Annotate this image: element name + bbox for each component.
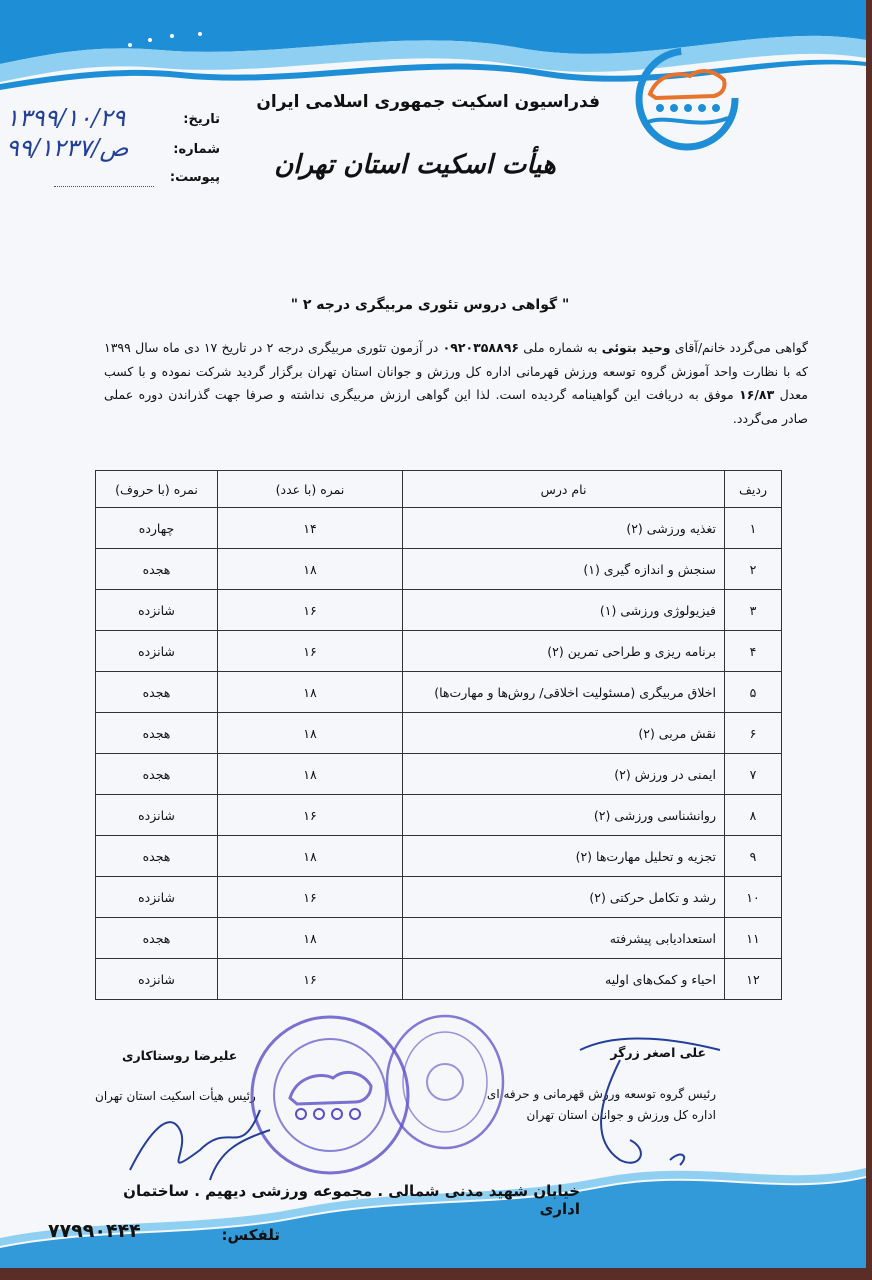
course-name: ایمنی در ورزش (۲) [403,754,725,795]
federation-title: فدراسیون اسکیت جمهوری اسلامی ایران [256,92,600,112]
course-name: نقش مربی (۲) [403,713,725,754]
number-value: ۹۹/ص/۱۲۳۷ [6,134,129,162]
grade-word: چهارده [96,508,218,549]
course-name: رشد و تکامل حرکتی (۲) [403,877,725,918]
table-row [96,672,782,713]
course-name: سنجش و اندازه گیری (۱) [403,549,725,590]
header-row-number: ردیف [725,471,782,508]
table-row [96,713,782,754]
row-number: ۹ [725,836,782,877]
course-name: فیزیولوژی ورزشی (۱) [403,590,725,631]
left-signatory-role: رئیس هیأت اسکیت استان تهران [95,1089,256,1103]
row-number: ۵ [725,672,782,713]
course-name: برنامه ریزی و طراحی تمرین (۲) [403,631,725,672]
table-header-row [96,471,782,508]
row-number: ۷ [725,754,782,795]
table-row [96,508,782,549]
grade-number: ۱۸ [218,672,403,713]
right-role-line-2: اداره کل ورزش و جوانان استان تهران [526,1108,716,1122]
grades-table [95,470,782,1000]
skate-logo-icon [628,44,746,154]
header-grade-word: نمره (با حروف) [96,471,218,508]
body-rest: در آزمون تئوری مربیگری درجه ۲ در تاریخ ۱۷ دی ماه سال ۱۳۹۹ که با نظارت واحد آموزش گروه توسعه ورزش قهرمانی اداره کل ورزش و جوانان استان تهران برگزار گردید شرکت نموده و با کسب معدل [104,340,808,402]
grade-number: ۱۸ [218,836,403,877]
grade-number: ۱۶ [218,590,403,631]
grade-number: ۱۶ [218,795,403,836]
grade-word: هجده [96,549,218,590]
fax-label: تلفکس: [221,1226,280,1244]
footer-address: خیابان شهید مدنی شمالی . مجموعه ورزشی دیهیم . ساختمان اداری [123,1182,580,1218]
grade-number: ۱۸ [218,713,403,754]
body-intro: گواهی می‌گردد خانم/آقای [674,340,808,355]
row-number: ۸ [725,795,782,836]
header-course-name: نام درس [403,471,725,508]
row-number: ۲ [725,549,782,590]
table-row [96,918,782,959]
grade-word: شانزده [96,590,218,631]
table-row [96,754,782,795]
fax-number: ۷۷۹۹۰۴۴۴ [48,1220,141,1242]
certificate-title: " گواهی دروس تئوری مربیگری درجه ۲ " [290,297,570,313]
course-name: روانشناسی ورزشی (۲) [403,795,725,836]
grade-number: ۱۶ [218,631,403,672]
grade-word: شانزده [96,877,218,918]
row-number: ۱۱ [725,918,782,959]
grade-word: شانزده [96,795,218,836]
table-row [96,836,782,877]
row-number: ۱ [725,508,782,549]
course-name: تجزیه و تحلیل مهارت‌ها (۲) [403,836,725,877]
table-row [96,590,782,631]
row-number: ۱۲ [725,959,782,1000]
date-value: ۱۳۹۹/۱۰/۲۹ [6,104,126,132]
grade-number: ۱۸ [218,549,403,590]
table-row [96,631,782,672]
certificate-body [104,336,808,430]
course-name: استعدادیابی پیشرفته [403,918,725,959]
table-row [96,877,782,918]
grade-word: هجده [96,754,218,795]
row-number: ۳ [725,590,782,631]
average-grade: ۱۶/۸۳ [739,387,775,402]
board-title: هیأت اسکیت استان تهران [274,150,556,180]
table-row [96,959,782,1000]
course-name: اخلاق مربیگری (مسئولیت اخلاقی/ روش‌ها و مهارت‌ها) [403,672,725,713]
right-role-line-1: رئیس گروه توسعه ورزش قهرمانی و حرفه ای [486,1087,716,1101]
attachment-label: پیوست: [169,170,220,185]
body-end: موفق به دریافت این گواهینامه گردیده است. لذا این گواهی ارزش مربیگری نداشته و صرفا جهت گذراندن دوره عملی صادر می‌گردد. [104,387,808,426]
grade-word: هجده [96,918,218,959]
grade-word: شانزده [96,959,218,1000]
grade-number: ۱۴ [218,508,403,549]
left-signatory-name: علیرضا روستاکاری [122,1048,238,1063]
grade-word: هجده [96,713,218,754]
row-number: ۴ [725,631,782,672]
number-label: شماره: [173,142,220,157]
grade-word: هجده [96,836,218,877]
number-field [0,134,220,168]
date-label: تاریخ: [183,112,220,127]
course-name: تغذیه ورزشی (۲) [403,508,725,549]
course-name: احیاء و کمک‌های اولیه [403,959,725,1000]
grade-number: ۱۶ [218,959,403,1000]
grade-word: هجده [96,672,218,713]
national-id: ۰۹۲۰۳۵۸۸۹۶ [442,340,519,355]
grade-number: ۱۸ [218,918,403,959]
national-id-prefix: به شماره ملی [523,340,598,355]
table-row [96,795,782,836]
grade-number: ۱۶ [218,877,403,918]
row-number: ۶ [725,713,782,754]
attachment-dotted-line [54,186,154,187]
grade-word: شانزده [96,631,218,672]
attachment-field [0,166,220,196]
header-grade-number: نمره (با عدد) [218,471,403,508]
table-row [96,549,782,590]
grade-number: ۱۸ [218,754,403,795]
right-signatory-name: علی اصغر زرگر [610,1045,706,1060]
row-number: ۱۰ [725,877,782,918]
person-name: وحید بتوئی [601,340,671,355]
